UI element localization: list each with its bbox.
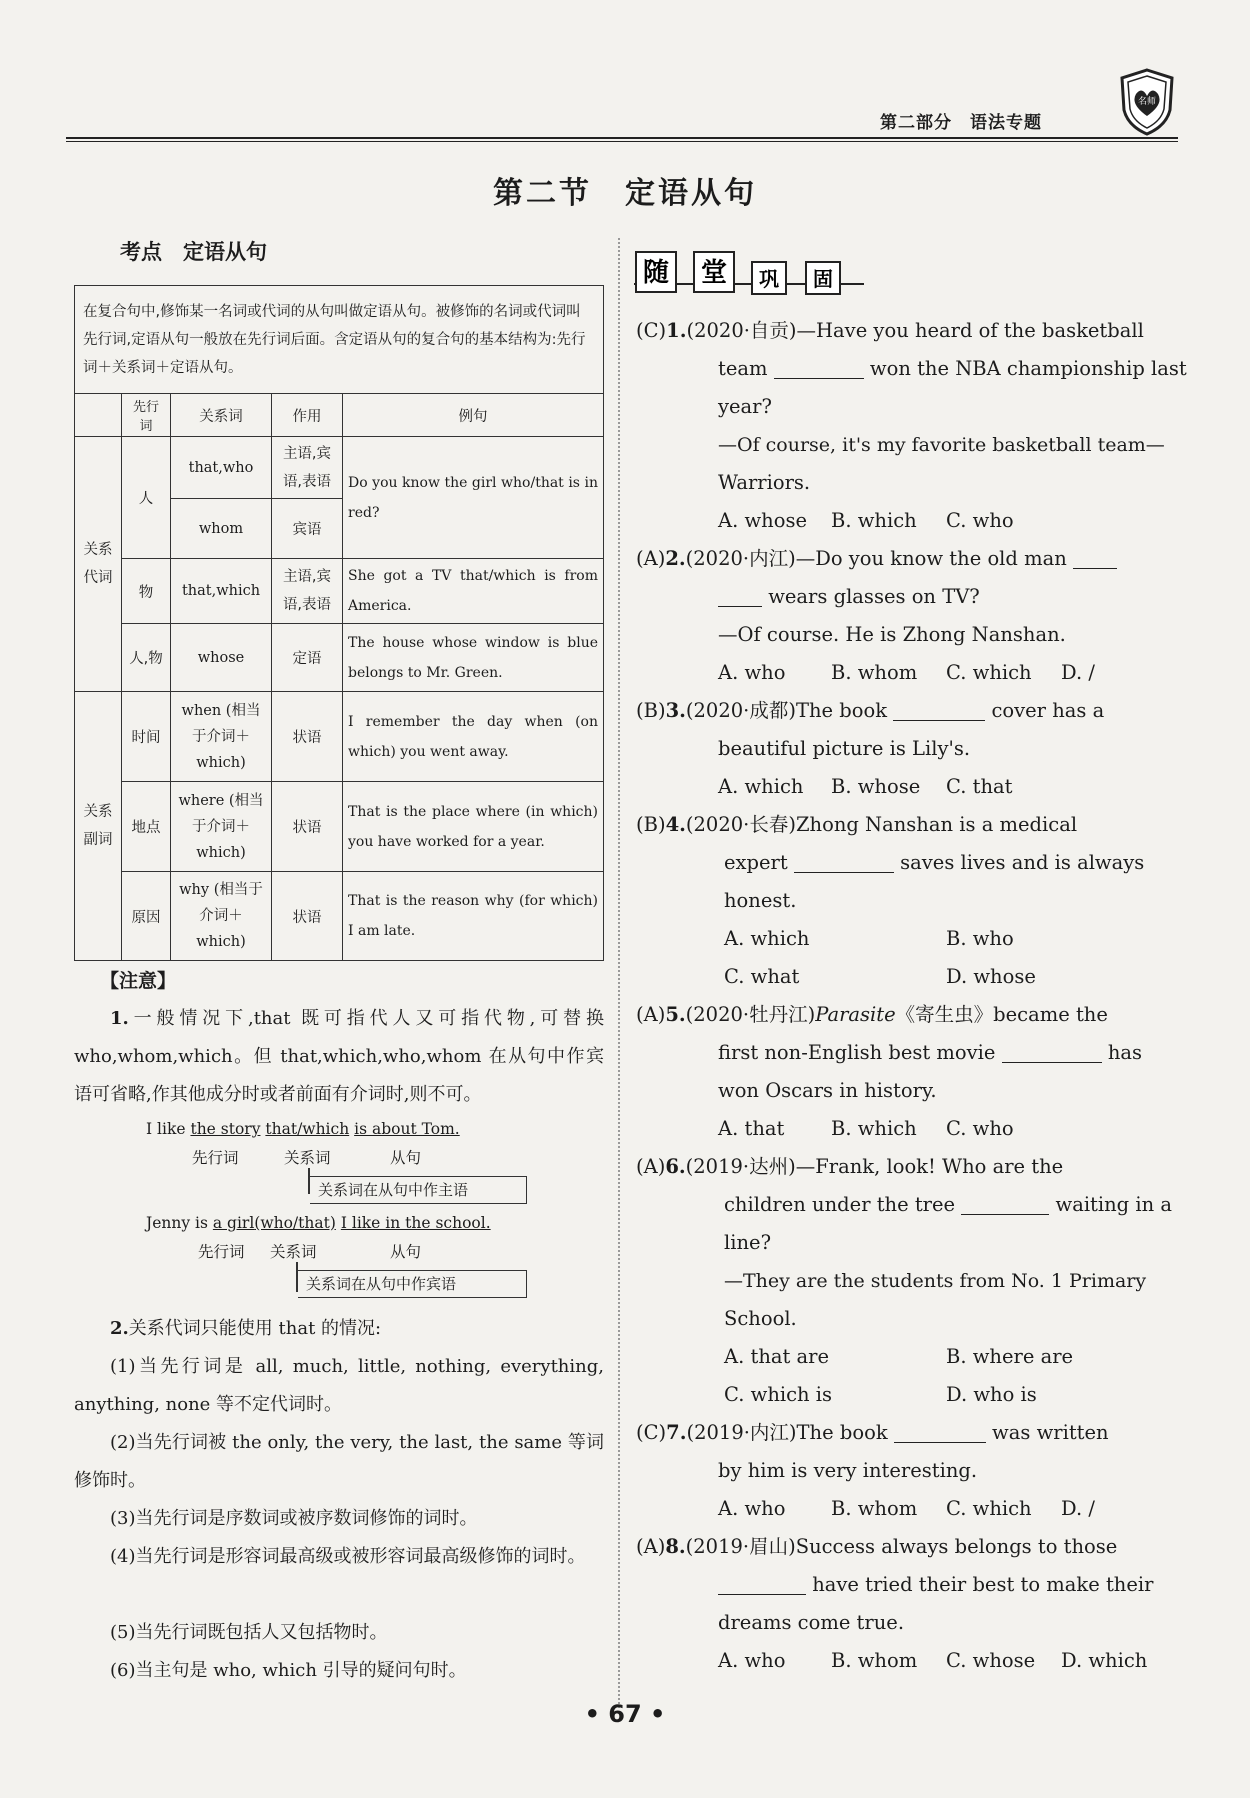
table-cell: where (相当于介词＋which): [171, 782, 272, 872]
badge-char: 固: [813, 267, 833, 291]
question-4: (B)4.(2020·长春)Zhong Nanshan is a medical expert saves lives and is always honest. A. which B. who C. what D. whose: [636, 806, 1168, 996]
answer-mark: C: [643, 319, 659, 342]
note-item: (6)当主句是 who, which 引导的疑问句时。: [110, 1660, 467, 1681]
diagram-arrow-label: 关系词在从句中作宾语: [298, 1270, 527, 1298]
question-source: (2019·内江): [686, 1421, 797, 1444]
option: D. whose: [946, 965, 1036, 988]
table-cell: I remember the day when (on which) you went away.: [343, 692, 604, 782]
question-number: 3.: [665, 699, 686, 722]
answer-mark: A: [643, 1003, 658, 1026]
option: B. whose: [831, 775, 921, 798]
question-text: has: [1107, 1041, 1143, 1064]
answer-blank: [794, 848, 894, 873]
question-text: cover has a: [991, 699, 1105, 722]
note-item: (1)当先行词是 all, much, little, nothing, everything, anything, none 等不定代词时。: [74, 1356, 604, 1415]
option: D. /: [1061, 661, 1095, 684]
question-text: year?: [718, 395, 772, 418]
header-rule: [66, 137, 1178, 139]
question-text: beautiful picture is Lily's.: [718, 737, 971, 760]
question-text: —Have you heard of the basketball: [796, 319, 1144, 342]
question-text: 《寄生虫》became the: [895, 1003, 1108, 1026]
option: A. that are: [724, 1345, 830, 1368]
question-6: (A)6.(2019·达州)—Frank, look! Who are the children under the tree waiting in a line? —They are the students from No. 1 Primary School. A. that are B. where are C. which is D. who is: [636, 1148, 1168, 1414]
question-3: (B)3.(2020·成都)The book cover has a beautiful picture is Lily's. A. which B. whose C. that: [636, 692, 1168, 806]
table-cell: 状语: [272, 782, 343, 872]
table-cell: 地点: [122, 782, 171, 872]
page-number: • 67 •: [584, 1700, 666, 1728]
option: C. which: [946, 1497, 1032, 1520]
table-cell: She got a TV that/which is from America.: [343, 559, 604, 624]
table-cell: That is the place where (in which) you have worked for a year.: [343, 782, 604, 872]
option: C. which is: [724, 1383, 833, 1406]
notes-heading: 【注意】: [100, 970, 177, 992]
option: C. which: [946, 661, 1032, 684]
column-divider: [618, 238, 620, 1708]
answer-blank: [718, 582, 762, 607]
table-cell: 时间: [122, 692, 171, 782]
diagram-sentence-2: [146, 1214, 491, 1232]
question-text: was written: [992, 1421, 1109, 1444]
answer-mark: B: [643, 813, 658, 836]
badge-char: 巩: [759, 267, 779, 291]
grammar-table: [74, 285, 604, 961]
option: A. who: [718, 1497, 786, 1520]
diagram-antecedent: a girl: [212, 1214, 255, 1232]
table-cell: 主语,宾语,表语: [272, 437, 343, 499]
badge-char: 堂: [700, 258, 728, 288]
table-header: 关系词: [171, 394, 272, 437]
question-text: team: [718, 357, 768, 380]
question-text: —Of course. He is Zhong Nanshan.: [718, 623, 1066, 646]
answer-mark: A: [643, 547, 658, 570]
question-number: 2.: [665, 547, 686, 570]
option: D. which: [1061, 1649, 1148, 1672]
answer-blank: [961, 1190, 1049, 1215]
question-text: saves lives and is always: [900, 851, 1145, 874]
answer-mark: A: [643, 1155, 658, 1178]
question-text: line?: [724, 1231, 772, 1254]
page-title: 第二节 定语从句: [493, 176, 757, 211]
group-label: 关系副词: [75, 692, 122, 961]
note-item: (3)当先行词是序数词或被序数词修饰的词时。: [110, 1508, 478, 1529]
question-source: (2019·眉山): [685, 1535, 796, 1558]
table-cell: That is the reason why (for which) I am late.: [343, 872, 604, 961]
question-text: wears glasses on TV?: [768, 585, 980, 608]
table-cell: 宾语: [272, 499, 343, 559]
diagram-pre: I like: [146, 1120, 191, 1138]
answer-mark: B: [643, 699, 658, 722]
option: A. whose: [718, 509, 808, 532]
table-header: 先行词: [122, 394, 171, 437]
diagram-sentence-1: [146, 1120, 460, 1138]
option: C. who: [946, 1117, 1014, 1140]
table-cell: The house whose window is blue belongs to Mr. Green.: [343, 624, 604, 692]
question-source: (2020·牡丹江): [685, 1003, 816, 1026]
question-text: Warriors.: [718, 471, 811, 494]
table-cell: that,which: [171, 559, 272, 624]
question-text: —Of course, it's my favorite basketball team—: [718, 434, 1165, 456]
question-text: Parasite: [815, 1003, 896, 1026]
diagram-label: 从句: [390, 1243, 422, 1261]
note-number: 1.: [110, 1008, 129, 1029]
answer-mark: C: [643, 1421, 659, 1444]
answer-blank: [718, 1570, 806, 1595]
question-5: (A)5.(2020·牡丹江)Parasite《寄生虫》became the first non-English best movie has won Oscars in history. A. that B. which C. who: [636, 996, 1168, 1148]
question-number: 1.: [666, 319, 687, 342]
question-text: Success always belongs to those: [795, 1535, 1118, 1558]
question-source: (2020·自贡): [686, 319, 797, 342]
option: D. /: [1061, 1497, 1095, 1520]
diagram-arrow-label: 关系词在从句中作主语: [310, 1176, 527, 1204]
answer-mark: A: [643, 1535, 658, 1558]
section-subtitle: 考点 定语从句: [120, 240, 267, 264]
table-cell: 状语: [272, 872, 343, 961]
badge-char: 随: [642, 258, 670, 288]
diagram-label: 从句: [390, 1149, 422, 1167]
question-text: expert: [724, 851, 788, 874]
table-cell: 状语: [272, 692, 343, 782]
question-number: 8.: [665, 1535, 686, 1558]
answer-blank: [774, 354, 864, 379]
shield-logo-icon: [1116, 66, 1178, 142]
diagram-pre: Jenny is: [146, 1214, 213, 1232]
table-cell: whose: [171, 624, 272, 692]
diagram-relative: (who/that): [254, 1214, 336, 1232]
question-text: School.: [724, 1307, 797, 1330]
option: B. which: [831, 509, 917, 532]
logo-text: 名师: [1137, 97, 1157, 107]
question-number: 6.: [665, 1155, 686, 1178]
diagram-label: 关系词: [270, 1243, 317, 1261]
question-text: The book: [796, 1421, 888, 1444]
diagram-relative: that/which: [265, 1120, 350, 1138]
table-cell: 定语: [272, 624, 343, 692]
answer-blank: [1002, 1038, 1102, 1063]
practice-badge: [634, 248, 864, 304]
question-text: by him is very interesting.: [718, 1459, 978, 1482]
note-text: 一般情况下,that 既可指代人又可指代物,可替换 who,whom,which。但 that,which,who,whom 在从句中作宾语可省略,作其他成分时或者前面有介词时,则不可。: [74, 1008, 604, 1105]
question-text: first non-English best movie: [718, 1041, 996, 1064]
question-text: —Frank, look! Who are the: [795, 1155, 1064, 1178]
option: A. which: [718, 775, 804, 798]
table-cell: 人,物: [122, 624, 171, 692]
question-number: 4.: [665, 813, 686, 836]
diagram-clause: I like in the school.: [340, 1214, 491, 1232]
note-item: (5)当先行词既包括人又包括物时。: [110, 1622, 388, 1643]
table-cell: that,who: [171, 437, 272, 499]
option: C. what: [724, 965, 800, 988]
question-source: (2020·长春): [685, 813, 796, 836]
table-cell: Do you know the girl who/that is in red?: [343, 437, 604, 559]
question-source: (2019·达州): [685, 1155, 796, 1178]
option: A. which: [724, 927, 810, 950]
table-cell: 人: [122, 437, 171, 559]
question-text: children under the tree: [724, 1193, 956, 1216]
table-header: 作用: [272, 394, 343, 437]
note-item: (4)当先行词是形容词最高级或被形容词最高级修饰的词时。: [110, 1546, 586, 1567]
note-paragraph-2: [74, 1310, 604, 1348]
header-section: 第二部分 语法专题: [880, 113, 1042, 133]
diagram-label: 先行词: [192, 1149, 239, 1167]
question-source: (2020·成都): [685, 699, 796, 722]
question-text: waiting in a: [1055, 1193, 1172, 1216]
table-cell: 原因: [122, 872, 171, 961]
table-cell: why (相当于介词＋which): [171, 872, 272, 961]
option: C. whose: [946, 1649, 1036, 1672]
option: B. whom: [831, 1649, 918, 1672]
question-text: The book: [795, 699, 888, 722]
option: B. whom: [831, 661, 918, 684]
question-text: honest.: [724, 889, 797, 912]
question-text: —They are the students from No. 1 Primary: [724, 1270, 1147, 1292]
answer-blank: [894, 1418, 986, 1443]
diagram-antecedent: the story: [190, 1120, 261, 1138]
option: B. whom: [831, 1497, 918, 1520]
note-item: (2)当先行词被 the only, the very, the last, the same 等词修饰时。: [74, 1432, 604, 1491]
group-label: 关系代词: [75, 437, 122, 692]
question-7: (C)7.(2019·内江)The book was written by him is very interesting. A. who B. whom C. which D. /: [636, 1414, 1168, 1528]
option: A. who: [718, 661, 786, 684]
option: C. that: [946, 775, 1013, 798]
note-text: 关系代词只能使用 that 的情况:: [128, 1318, 382, 1339]
table-cell: 物: [122, 559, 171, 624]
option: C. who: [946, 509, 1014, 532]
option: A. that: [718, 1117, 785, 1140]
table-cell: whom: [171, 499, 272, 559]
option: B. where are: [946, 1345, 1074, 1368]
answer-blank: [1073, 544, 1117, 569]
note-paragraph-1: [74, 1000, 604, 1114]
answer-blank: [893, 696, 985, 721]
header-rule-thin: [66, 141, 1178, 142]
option: B. which: [831, 1117, 917, 1140]
question-1: (C)1.(2020·自贡)—Have you heard of the basketball team won the NBA championship last year? —Of course, it's my favorite basketball team— Warriors. A. whose B. which C. who: [636, 312, 1168, 540]
question-source: (2020·内江): [685, 547, 796, 570]
question-number: 5.: [665, 1003, 686, 1026]
table-cell: 主语,宾语,表语: [272, 559, 343, 624]
question-8: (A)8.(2019·眉山)Success always belongs to those have tried their best to make their dreams come true. A. who B. whom C. whose D. which: [636, 1528, 1168, 1680]
question-number: 7.: [666, 1421, 687, 1444]
diagram-label: 先行词: [198, 1243, 245, 1261]
table-intro: 在复合句中,修饰某一名词或代词的从句叫做定语从句。被修饰的名词或代词叫先行词,定语从句一般放在先行词后面。含定语从句的复合句的基本结构为:先行词＋关系词＋定语从句。: [75, 286, 604, 394]
question-text: have tried their best to make their: [812, 1573, 1154, 1596]
question-text: won the NBA championship last: [869, 357, 1187, 380]
question-text: —Do you know the old man: [795, 547, 1067, 570]
question-text: Zhong Nanshan is a medical: [795, 813, 1078, 836]
diagram-clause: is about Tom.: [354, 1120, 460, 1138]
note-number: 2.: [110, 1318, 129, 1339]
table-cell: when (相当于介词＋which): [171, 692, 272, 782]
question-text: dreams come true.: [718, 1611, 905, 1634]
table-header: 例句: [343, 394, 604, 437]
option: A. who: [718, 1649, 786, 1672]
question-2: (A)2.(2020·内江)—Do you know the old man wears glasses on TV? —Of course. He is Zhong Nanshan. A. who B. whom C. which D. /: [636, 540, 1168, 692]
question-text: won Oscars in history.: [718, 1079, 937, 1102]
option: D. who is: [946, 1383, 1037, 1406]
option: B. who: [946, 927, 1014, 950]
diagram-label: 关系词: [284, 1149, 331, 1167]
